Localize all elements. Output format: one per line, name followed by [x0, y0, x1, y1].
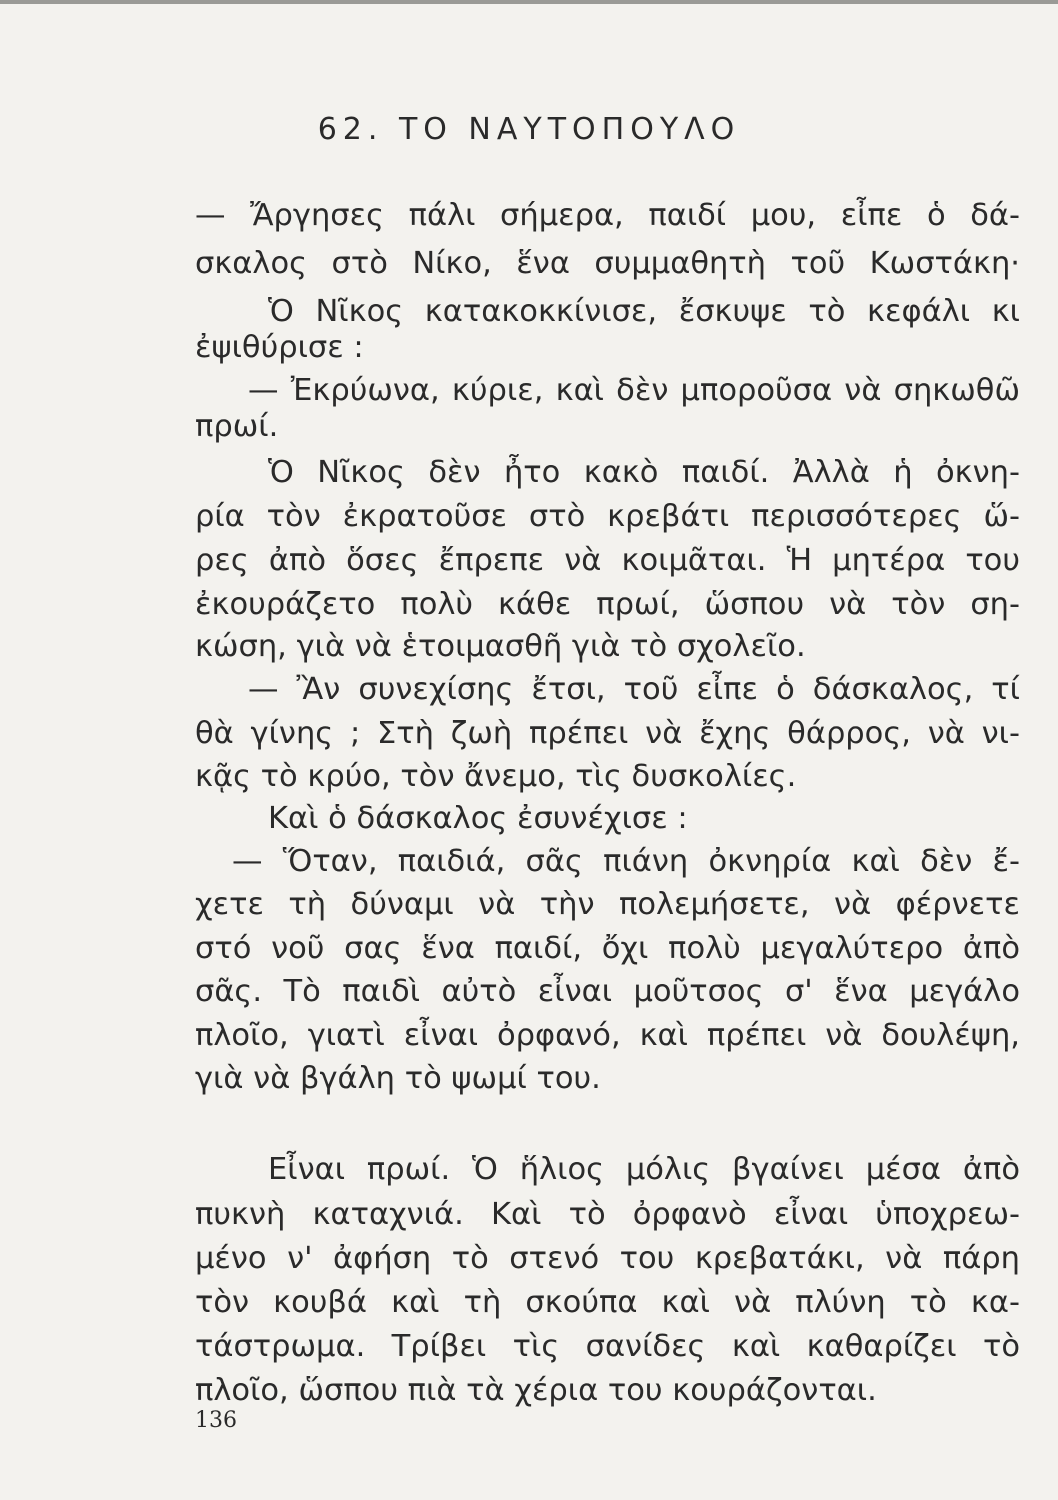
text-line: Ὁ Νῖκος κατακοκκίνισε, ἔσκυψε τὸ κεφάλι κι [268, 294, 1020, 329]
text-line: Ὁ Νῖκος δὲν ἦτο κακὸ παιδί. Ἀλλὰ ἡ ὀκνη- [268, 455, 1020, 490]
page-number: 136 [195, 1408, 237, 1433]
text-line: πλοῖο, γιατὶ εἶναι ὀρφανό, καὶ πρέπει νὰ δουλέψη, [195, 1018, 1020, 1053]
text-line: σκαλος στὸ Νίκο, ἕνα συμμαθητὴ τοῦ Κωστάκη· [195, 246, 1020, 281]
text-line: ἐκουράζετο πολὺ κάθε πρωί, ὥσπου νὰ τὸν ση- [195, 587, 1020, 622]
text-line: πυκνὴ καταχνιά. Καὶ τὸ ὀρφανὸ εἶναι ὑποχρεω- [195, 1197, 1020, 1232]
text-line: τὸν κουβά καὶ τὴ σκούπα καὶ νὰ πλύνη τὸ κα- [195, 1285, 1020, 1320]
text-line: γιὰ νὰ βγάλη τὸ ψωμί του. [195, 1061, 601, 1096]
text-line: — Ἂν συνεχίσης ἔτσι, τοῦ εἶπε ὁ δάσκαλος, τί [248, 672, 1020, 707]
text-line: κώση, γιὰ νὰ ἑτοιμασθῆ γιὰ τὸ σχολεῖο. [195, 629, 806, 664]
text-line: — Ὅταν, παιδιά, σᾶς πιάνη ὀκνηρία καὶ δὲν ἔ- [232, 844, 1020, 879]
text-line: θὰ γίνης ; Στὴ ζωὴ πρέπει νὰ ἔχης θάρρος, νὰ νι- [195, 716, 1020, 751]
page-top-edge [0, 0, 1058, 4]
text-line: στό νοῦ σας ἕνα παιδί, ὄχι πολὺ μεγαλύτερο ἀπὸ [195, 931, 1020, 966]
text-line: τάστρωμα. Τρίβει τὶς σανίδες καὶ καθαρίζει τὸ [195, 1329, 1020, 1364]
text-line: χετε τὴ δύναμι νὰ τὴν πολεμήσετε, νὰ φέρνετε [195, 887, 1020, 922]
text-line: ρία τὸν ἐκρατοῦσε στὸ κρεβάτι περισσότερες ὥ- [195, 499, 1020, 534]
text-line: — Ἐκρύωνα, κύριε, καὶ δὲν μποροῦσα νὰ σηκωθῶ [248, 373, 1020, 408]
text-line: κᾷς τὸ κρύο, τὸν ἄνεμο, τὶς δυσκολίες. [195, 759, 797, 794]
text-line: μένο ν' ἀφήση τὸ στενό του κρεβατάκι, νὰ πάρη [195, 1241, 1020, 1276]
text-line: σᾶς. Τὸ παιδὶ αὐτὸ εἶναι μοῦτσος σ' ἕνα μεγάλο [195, 974, 1020, 1009]
text-line: ἐψιθύρισε : [195, 330, 364, 365]
text-line: πρωί. [195, 409, 279, 444]
text-line: Καὶ ὁ δάσκαλος ἐσυνέχισε : [268, 801, 688, 836]
text-line: ρες ἀπὸ ὅσες ἔπρεπε νὰ κοιμᾶται. Ἡ μητέρα του [195, 543, 1020, 578]
text-line: Εἶναι πρωί. Ὁ ἥλιος μόλις βγαίνει μέσα ἀπὸ [268, 1152, 1020, 1187]
text-line: πλοῖο, ὥσπου πιὰ τὰ χέρια του κουράζονται. [195, 1373, 877, 1408]
text-line: — Ἄργησες πάλι σήμερα, παιδί μου, εἶπε ὁ δά- [195, 198, 1020, 233]
chapter-title: 62. ΤΟ ΝΑΥΤΟΠΟΥΛΟ [317, 112, 741, 147]
